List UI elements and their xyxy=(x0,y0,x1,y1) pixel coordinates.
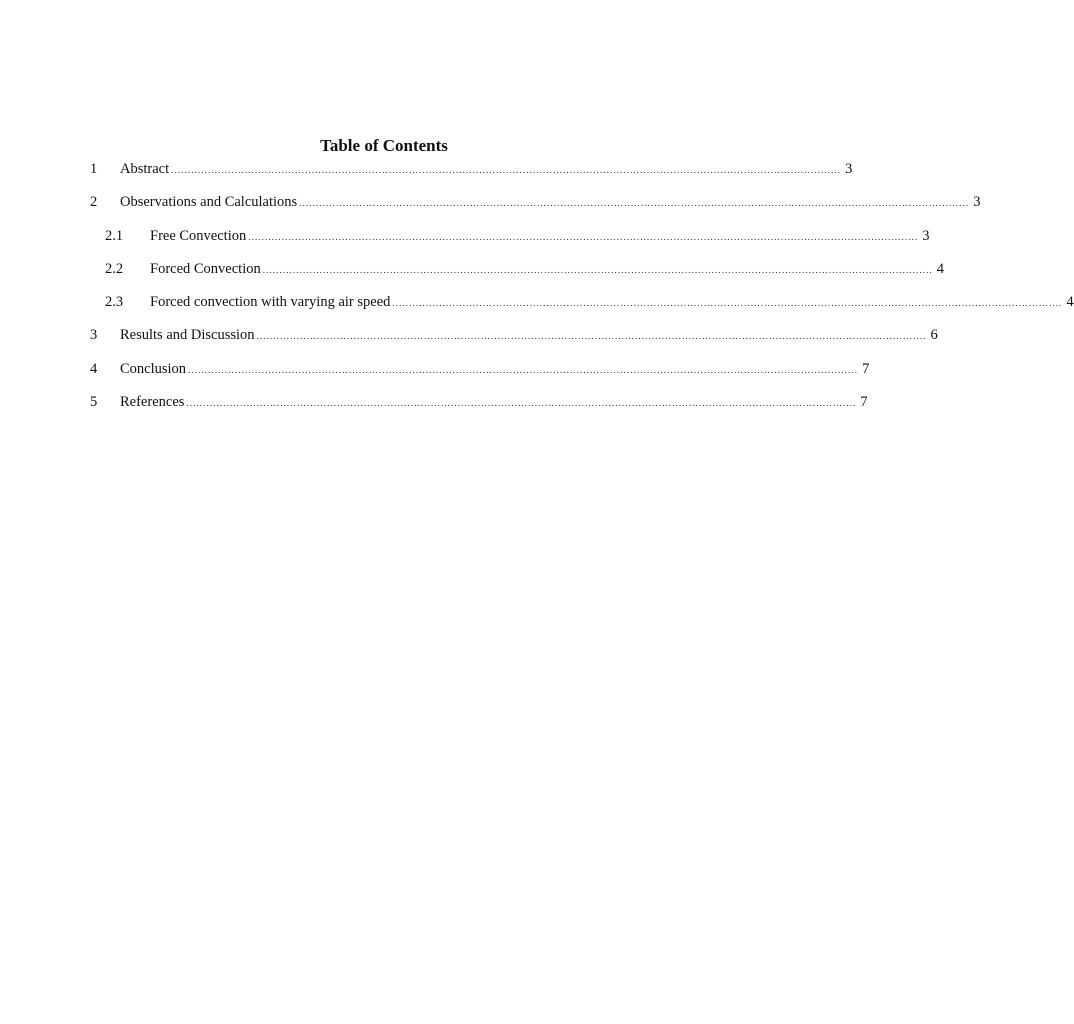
toc-dot-leader: ........................................................................................................................................................................................................ xyxy=(392,298,1063,309)
toc-dot-leader: ........................................................................................................................................................................................................ xyxy=(171,165,842,175)
toc-entry-label: Results and Discussion xyxy=(120,327,255,344)
toc-entry-label: Observations and Calculations xyxy=(120,194,298,211)
toc-dot-leader: ........................................................................................................................................................................................................ xyxy=(299,198,970,209)
toc-entry-number: 4 xyxy=(90,360,98,377)
toc-entry-page: 3 xyxy=(922,227,930,244)
toc-dot-leader: ........................................................................................................................................................................................................ xyxy=(188,364,859,375)
toc-dot-leader: ........................................................................................................................................................................................................ xyxy=(248,231,919,242)
toc-entry-page: 3 xyxy=(845,161,853,177)
toc-dot-leader: ........................................................................................................................................................................................................ xyxy=(256,331,927,342)
toc-entry-number: 5 xyxy=(90,394,98,411)
toc-entry-references[interactable] xyxy=(89,391,868,424)
toc-entry-forced-convection[interactable] xyxy=(89,258,944,291)
toc-entry-page: 7 xyxy=(860,394,868,411)
toc-entry-results[interactable] xyxy=(89,324,938,357)
toc-entry-page: 6 xyxy=(930,327,938,344)
toc-entry-page: 7 xyxy=(862,360,870,377)
toc-entry-page: 4 xyxy=(936,260,944,277)
toc-title: Table of Contents xyxy=(320,136,448,155)
toc-entry-label: Forced convection with varying air speed xyxy=(150,294,391,311)
toc-entry-free-convection[interactable] xyxy=(89,225,930,258)
toc-dot-leader: ........................................................................................................................................................................................................ xyxy=(186,398,857,409)
toc-entry-number: 2 xyxy=(90,194,98,211)
toc-entry-page: 4 xyxy=(1066,294,1074,311)
toc-entry-number: 2.1 xyxy=(105,227,124,244)
toc-entry-number: 1 xyxy=(90,161,98,177)
toc-entry-observations[interactable] xyxy=(89,191,981,224)
toc-dot-leader: ........................................................................................................................................................................................................ xyxy=(262,264,933,275)
toc-entry-label: Conclusion xyxy=(120,360,187,377)
toc-entry-label: Free Convection xyxy=(150,227,247,244)
toc-entry-label: References xyxy=(120,394,185,411)
toc-entry-number: 3 xyxy=(90,327,98,344)
toc-entry-abstract[interactable] xyxy=(89,158,853,191)
toc-entry-page: 3 xyxy=(973,194,981,211)
toc-entry-label: Forced Convection xyxy=(150,260,261,277)
toc-entry-number: 2.2 xyxy=(105,260,124,277)
toc-entry-forced-convection-varying[interactable] xyxy=(89,291,1074,324)
toc-entry-conclusion[interactable] xyxy=(89,358,870,391)
toc-list xyxy=(89,158,1074,424)
toc-entry-label: Abstract xyxy=(120,161,170,177)
toc-entry-number: 2.3 xyxy=(105,294,124,311)
